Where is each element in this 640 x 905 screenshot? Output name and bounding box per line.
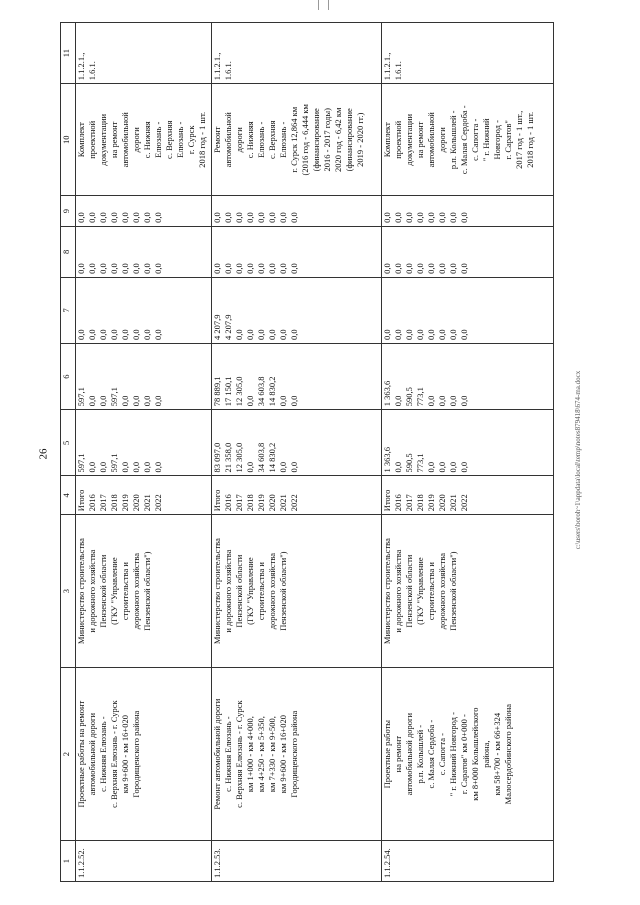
year-list-line: 2020 bbox=[131, 494, 141, 512]
year-list-line: 2019 bbox=[426, 494, 436, 512]
work-name-line: района, bbox=[481, 740, 491, 768]
row-number-cell: 1.1.2.54. bbox=[382, 841, 554, 882]
total-funding-line: 597,1 bbox=[109, 453, 119, 473]
work-name-line: Городищенского района bbox=[289, 710, 299, 798]
regional-funding-line: 78 889,1 bbox=[212, 376, 222, 407]
local-funding-line: 0,0 bbox=[267, 263, 277, 274]
executor-line: Пензенской области bbox=[404, 554, 414, 628]
indicator-ref-cell bbox=[76, 23, 212, 84]
other-funding-line: 0,0 bbox=[87, 212, 97, 223]
work-name-line: км 9+600 - км 16+020 bbox=[120, 715, 130, 794]
row-number-cell: 1.1.2.53. bbox=[212, 841, 382, 882]
local-funding-cell bbox=[212, 226, 382, 277]
local-funding-line: 0,0 bbox=[87, 263, 97, 274]
federal-funding-line: 0,0 bbox=[404, 329, 414, 341]
work-name-line: с. Малая Сердоба - bbox=[426, 719, 436, 789]
total-funding-line: 597,1 bbox=[76, 453, 86, 473]
header-col-4: 4 bbox=[61, 476, 76, 515]
local-funding-line: 0,0 bbox=[131, 263, 141, 274]
expected-result-line: автомобильной bbox=[223, 112, 233, 168]
work-name-line: с. Сапогта - bbox=[437, 733, 447, 776]
local-funding-cell bbox=[382, 226, 554, 277]
federal-funding-line: 0,0 bbox=[278, 329, 288, 341]
executor-line: (ГКУ "Управление bbox=[109, 557, 119, 625]
program-table bbox=[60, 22, 554, 882]
year-list-line: 2022 bbox=[289, 494, 299, 512]
total-funding-cell bbox=[382, 410, 554, 476]
executor-line: дорожного хозяйства bbox=[131, 552, 141, 630]
executor-line: дорожного хозяйства bbox=[437, 552, 447, 630]
expected-result-line: проектной bbox=[393, 120, 403, 159]
executor-line: и дорожного хозяйства bbox=[223, 549, 233, 633]
header-col-7: 7 bbox=[61, 277, 76, 343]
local-funding-line: 0,0 bbox=[448, 263, 458, 274]
header-row bbox=[61, 23, 76, 882]
federal-funding-line: 4 207,9 bbox=[223, 314, 233, 341]
regional-funding-line: 0,0 bbox=[289, 395, 299, 407]
expected-result-line: с. Нижняя bbox=[245, 121, 255, 159]
header-col-6: 6 bbox=[61, 344, 76, 410]
executor-line: Пензенской области") bbox=[448, 551, 458, 631]
year-list-line: 2016 bbox=[393, 494, 403, 512]
work-name-cell bbox=[76, 668, 212, 841]
federal-funding-line: 0,0 bbox=[459, 329, 469, 341]
total-funding-line: 1 363,6 bbox=[382, 446, 392, 473]
total-funding-line: 0,0 bbox=[153, 461, 163, 473]
header-col-11: 11 bbox=[61, 23, 76, 84]
other-funding-line: 0,0 bbox=[234, 212, 244, 223]
work-name-line: г. Саратов" км 0+000 - bbox=[459, 714, 469, 795]
expected-result-line: г. Сурск 12,864 км bbox=[289, 106, 299, 173]
total-funding-line: 0,0 bbox=[426, 461, 436, 473]
margin-line-left bbox=[318, 0, 319, 10]
year-list-line: 2020 bbox=[267, 494, 277, 512]
executor-line: строительства и bbox=[256, 562, 266, 621]
work-name-cell bbox=[212, 668, 382, 841]
other-funding-line: 0,0 bbox=[153, 212, 163, 223]
local-funding-line: 0,0 bbox=[234, 263, 244, 274]
year-list-line: 2018 bbox=[109, 494, 119, 512]
header-col-8: 8 bbox=[61, 226, 76, 277]
work-name-line: р.п. Колышлей - bbox=[415, 724, 425, 784]
work-name-line: Малосердобинского района bbox=[503, 703, 513, 805]
federal-funding-line: 0,0 bbox=[120, 329, 130, 341]
work-name-line: на ремонт bbox=[393, 735, 403, 773]
federal-funding-line: 4 207,9 bbox=[212, 314, 222, 341]
federal-funding-line: 0,0 bbox=[87, 329, 97, 341]
regional-funding-line: 590,5 bbox=[404, 387, 414, 407]
expected-result-line: автомобильной bbox=[426, 112, 436, 168]
work-name-line: Проектные работы на ремонт bbox=[76, 700, 86, 808]
year-list-line: 2022 bbox=[459, 494, 469, 512]
executor-line: Пензенской области") bbox=[142, 551, 152, 631]
total-funding-cell bbox=[76, 410, 212, 476]
other-funding-line: 0,0 bbox=[415, 212, 425, 223]
regional-funding-line: 14 830,2 bbox=[267, 376, 277, 407]
regional-funding-line: 1 363,6 bbox=[382, 380, 392, 407]
work-name-line: км 4+250 - км 5+350, bbox=[256, 716, 266, 793]
year-list-line: 2021 bbox=[448, 494, 458, 512]
expected-result-line: 2017 год - 1 шт., bbox=[514, 110, 524, 169]
executor-line: Министерство строительства bbox=[382, 538, 392, 645]
total-funding-line: 0,0 bbox=[393, 461, 403, 473]
work-name-line: автомобильной дороги bbox=[87, 712, 97, 796]
year-list-line: 2020 bbox=[437, 494, 447, 512]
federal-funding-cell bbox=[212, 277, 382, 343]
federal-funding-cell bbox=[382, 277, 554, 343]
total-funding-line: 0,0 bbox=[289, 461, 299, 473]
year-list-line: 2022 bbox=[153, 494, 163, 512]
expected-result-line: документации bbox=[98, 113, 108, 166]
other-funding-line: 0,0 bbox=[212, 212, 222, 223]
local-funding-line: 0,0 bbox=[278, 263, 288, 274]
federal-funding-line: 0,0 bbox=[393, 329, 403, 341]
rotated-table-wrapper bbox=[60, 22, 580, 882]
federal-funding-line: 0,0 bbox=[448, 329, 458, 341]
local-funding-line: 0,0 bbox=[98, 263, 108, 274]
total-funding-line: 0,0 bbox=[278, 461, 288, 473]
total-funding-line: 590,5 bbox=[404, 453, 414, 473]
regional-funding-line: 597,1 bbox=[109, 387, 119, 407]
federal-funding-line: 0,0 bbox=[76, 329, 86, 341]
regional-funding-line: 0,0 bbox=[426, 395, 436, 407]
expected-result-line: Елюзань - bbox=[278, 121, 288, 158]
other-funding-line: 0,0 bbox=[289, 212, 299, 223]
year-list-line: Итого bbox=[76, 489, 86, 512]
executor-line: и дорожного хозяйства bbox=[393, 549, 403, 633]
work-name-line: км 7+330 - км 9+500, bbox=[267, 716, 277, 793]
work-name-line: Городищенского района bbox=[131, 710, 141, 798]
expected-result-line: (финансирование bbox=[311, 108, 321, 172]
executor-line: (ГКУ "Управление bbox=[245, 557, 255, 625]
expected-result-line: на ремонт bbox=[415, 121, 425, 158]
year-list-line: Итого bbox=[382, 489, 392, 512]
year-list-line: 2018 bbox=[415, 494, 425, 512]
executor-cell bbox=[76, 515, 212, 668]
federal-funding-line: 0,0 bbox=[289, 329, 299, 341]
other-funding-line: 0,0 bbox=[382, 212, 392, 223]
expected-result-cell bbox=[382, 84, 554, 196]
executor-line: и дорожного хозяйства bbox=[87, 549, 97, 633]
other-funding-line: 0,0 bbox=[76, 212, 86, 223]
local-funding-line: 0,0 bbox=[256, 263, 266, 274]
federal-funding-line: 0,0 bbox=[142, 329, 152, 341]
federal-funding-line: 0,0 bbox=[437, 329, 447, 341]
work-name-line: с. Нижняя Елюзань - bbox=[223, 716, 233, 792]
federal-funding-line: 0,0 bbox=[382, 329, 392, 341]
other-funding-line: 0,0 bbox=[278, 212, 288, 223]
other-funding-line: 0,0 bbox=[120, 212, 130, 223]
header-col-5: 5 bbox=[61, 410, 76, 476]
other-funding-line: 0,0 bbox=[256, 212, 266, 223]
total-funding-line: 0,0 bbox=[87, 461, 97, 473]
expected-result-line: 2016 - 2017 годы) bbox=[322, 108, 332, 172]
table-row bbox=[76, 23, 212, 882]
other-funding-line: 0,0 bbox=[223, 212, 233, 223]
local-funding-line: 0,0 bbox=[289, 263, 299, 274]
work-name-line: Проектные работы bbox=[382, 719, 392, 789]
other-funding-line: 0,0 bbox=[98, 212, 108, 223]
federal-funding-line: 0,0 bbox=[256, 329, 266, 341]
year-list-cell bbox=[382, 476, 554, 515]
work-name-line: с. Нижняя Елюзань - bbox=[98, 716, 108, 792]
indicator-ref-cell bbox=[382, 23, 554, 84]
regional-funding-line: 597,1 bbox=[76, 387, 86, 407]
work-name-line: км 8+000 Колышлейского bbox=[470, 707, 480, 801]
indicator-ref-line: 1.1.2.1., bbox=[212, 52, 222, 81]
header-col-1: 1 bbox=[61, 841, 76, 882]
regional-funding-cell bbox=[212, 344, 382, 410]
expected-result-line: на ремонт bbox=[109, 121, 119, 158]
expected-result-line: 2020 год - 6,42 км bbox=[333, 107, 343, 172]
expected-result-line: (финансирование bbox=[344, 108, 354, 172]
regional-funding-line: 0,0 bbox=[393, 395, 403, 407]
expected-result-line: проектной bbox=[87, 120, 97, 159]
expected-result-line: (2016 год - 6,444 км bbox=[300, 104, 310, 176]
header-col-10: 10 bbox=[61, 84, 76, 196]
year-list-cell bbox=[212, 476, 382, 515]
executor-line: дорожного хозяйства bbox=[267, 552, 277, 630]
local-funding-line: 0,0 bbox=[415, 263, 425, 274]
year-list-line: 2021 bbox=[142, 494, 152, 512]
other-funding-line: 0,0 bbox=[267, 212, 277, 223]
expected-result-line: г. Сурск bbox=[186, 125, 196, 155]
total-funding-line: 0,0 bbox=[120, 461, 130, 473]
expected-result-line: с. Малая Сердоба - bbox=[459, 105, 469, 175]
year-list-line: 2016 bbox=[87, 494, 97, 512]
federal-funding-line: 0,0 bbox=[131, 329, 141, 341]
table-row bbox=[212, 23, 382, 882]
expected-result-line: 2019 - 2020 гг.) bbox=[355, 112, 365, 167]
other-funding-line: 0,0 bbox=[448, 212, 458, 223]
federal-funding-line: 0,0 bbox=[426, 329, 436, 341]
executor-line: Пензенской области") bbox=[278, 551, 288, 631]
year-list-line: 2017 bbox=[404, 494, 414, 512]
local-funding-line: 0,0 bbox=[437, 263, 447, 274]
regional-funding-line: 34 603,8 bbox=[256, 376, 266, 407]
regional-funding-line: 0,0 bbox=[87, 395, 97, 407]
total-funding-line: 21 358,0 bbox=[223, 442, 233, 473]
regional-funding-cell bbox=[382, 344, 554, 410]
regional-funding-line: 0,0 bbox=[131, 395, 141, 407]
regional-funding-line: 17 150,1 bbox=[223, 376, 233, 407]
indicator-ref-line: 1.1.2.1., bbox=[76, 52, 86, 81]
total-funding-line: 0,0 bbox=[459, 461, 469, 473]
executor-line: Пензенской области bbox=[98, 554, 108, 628]
work-name-line: " г. Нижний Новгород - bbox=[448, 712, 458, 797]
table-row bbox=[382, 23, 554, 882]
work-name-line: км 58+700 - км 66+324 bbox=[492, 712, 502, 796]
executor-cell bbox=[212, 515, 382, 668]
work-name-line: с. Верхняя Елюзань - г. Сурск bbox=[109, 700, 119, 808]
expected-result-line: р.п. Колышлей - bbox=[448, 110, 458, 170]
footer-file-path: c:\users\boroh~1\appdata\local\temp\notes879418\674-ma.docx bbox=[574, 370, 582, 550]
other-funding-line: 0,0 bbox=[459, 212, 469, 223]
total-funding-line: 0,0 bbox=[437, 461, 447, 473]
local-funding-line: 0,0 bbox=[142, 263, 152, 274]
other-funding-cell bbox=[382, 196, 554, 227]
local-funding-line: 0,0 bbox=[404, 263, 414, 274]
work-name-cell bbox=[382, 668, 554, 841]
expected-result-line: Новгород - bbox=[492, 120, 502, 160]
expected-result-cell bbox=[76, 84, 212, 196]
regional-funding-cell bbox=[76, 344, 212, 410]
indicator-ref-line: 1.1.2.1., bbox=[382, 52, 392, 81]
total-funding-line: 14 830,2 bbox=[267, 442, 277, 473]
local-funding-line: 0,0 bbox=[426, 263, 436, 274]
year-list-line: Итого bbox=[212, 489, 222, 512]
total-funding-line: 0,0 bbox=[131, 461, 141, 473]
header-col-3: 3 bbox=[61, 515, 76, 668]
executor-line: (ГКУ "Управление bbox=[415, 557, 425, 625]
total-funding-line: 773,1 bbox=[415, 453, 425, 473]
header-col-9: 9 bbox=[61, 196, 76, 227]
work-name-line: км 9+600 - км 16+020 bbox=[278, 715, 288, 794]
federal-funding-line: 0,0 bbox=[415, 329, 425, 341]
local-funding-line: 0,0 bbox=[76, 263, 86, 274]
local-funding-cell bbox=[76, 226, 212, 277]
other-funding-line: 0,0 bbox=[404, 212, 414, 223]
year-list-line: 2017 bbox=[98, 494, 108, 512]
expected-result-line: с. Верхняя bbox=[267, 120, 277, 159]
local-funding-line: 0,0 bbox=[153, 263, 163, 274]
year-list-line: 2016 bbox=[223, 494, 233, 512]
expected-result-cell bbox=[212, 84, 382, 196]
regional-funding-line: 0,0 bbox=[98, 395, 108, 407]
total-funding-line: 12 305,0 bbox=[234, 442, 244, 473]
executor-line: строительства и bbox=[120, 562, 130, 621]
year-list-line: 2017 bbox=[234, 494, 244, 512]
local-funding-line: 0,0 bbox=[382, 263, 392, 274]
work-name-line: автомобильной дороги bbox=[404, 712, 414, 796]
regional-funding-line: 0,0 bbox=[120, 395, 130, 407]
federal-funding-line: 0,0 bbox=[234, 329, 244, 341]
local-funding-line: 0,0 bbox=[459, 263, 469, 274]
expected-result-line: дороги bbox=[234, 127, 244, 153]
federal-funding-line: 0,0 bbox=[109, 329, 119, 341]
indicator-ref-cell bbox=[212, 23, 382, 84]
other-funding-line: 0,0 bbox=[393, 212, 403, 223]
year-list-line: 2018 bbox=[245, 494, 255, 512]
expected-result-line: дороги bbox=[131, 127, 141, 153]
year-list-cell bbox=[76, 476, 212, 515]
expected-result-line: с. Верхняя bbox=[164, 120, 174, 159]
expected-result-line: с. Нижняя bbox=[142, 121, 152, 159]
regional-funding-line: 773,1 bbox=[415, 387, 425, 407]
other-funding-line: 0,0 bbox=[245, 212, 255, 223]
total-funding-line: 0,0 bbox=[448, 461, 458, 473]
local-funding-line: 0,0 bbox=[120, 263, 130, 274]
local-funding-line: 0,0 bbox=[223, 263, 233, 274]
other-funding-line: 0,0 bbox=[142, 212, 152, 223]
expected-result-line: Елюзань - bbox=[175, 121, 185, 158]
expected-result-line: 2018 год - 1 шт. bbox=[525, 111, 535, 168]
expected-result-line: г. Саратов" bbox=[503, 120, 513, 160]
local-funding-line: 0,0 bbox=[393, 263, 403, 274]
expected-result-line: Комплект bbox=[76, 122, 86, 158]
total-funding-line: 83 097,0 bbox=[212, 442, 222, 473]
indicator-ref-line: 1.6.1. bbox=[87, 61, 97, 81]
indicator-ref-line: 1.6.1. bbox=[223, 61, 233, 81]
executor-line: строительства и bbox=[426, 562, 436, 621]
local-funding-line: 0,0 bbox=[245, 263, 255, 274]
other-funding-line: 0,0 bbox=[426, 212, 436, 223]
other-funding-cell bbox=[76, 196, 212, 227]
total-funding-line: 0,0 bbox=[245, 461, 255, 473]
total-funding-line: 34 603,8 bbox=[256, 442, 266, 473]
expected-result-line: Комплект bbox=[382, 122, 392, 158]
year-list-line: 2019 bbox=[256, 494, 266, 512]
expected-result-line: автомобильной bbox=[120, 112, 130, 168]
federal-funding-line: 0,0 bbox=[245, 329, 255, 341]
page-number: 26 bbox=[37, 448, 50, 460]
other-funding-line: 0,0 bbox=[437, 212, 447, 223]
executor-line: Министерство строительства bbox=[76, 538, 86, 645]
federal-funding-cell bbox=[76, 277, 212, 343]
expected-result-line: дороги bbox=[437, 127, 447, 153]
expected-result-line: 2018 год - 1 шт. bbox=[197, 111, 207, 168]
regional-funding-line: 0,0 bbox=[437, 395, 447, 407]
other-funding-cell bbox=[212, 196, 382, 227]
local-funding-line: 0,0 bbox=[212, 263, 222, 274]
work-name-line: км 1+000 - км 4+000, bbox=[245, 716, 255, 793]
year-list-line: 2019 bbox=[120, 494, 130, 512]
expected-result-line: Елюзань - bbox=[153, 121, 163, 158]
total-funding-line: 0,0 bbox=[98, 461, 108, 473]
executor-cell bbox=[382, 515, 554, 668]
total-funding-cell bbox=[212, 410, 382, 476]
regional-funding-line: 0,0 bbox=[448, 395, 458, 407]
expected-result-line: Ремонт bbox=[212, 126, 222, 153]
margin-line-right bbox=[328, 0, 329, 10]
federal-funding-line: 0,0 bbox=[267, 329, 277, 341]
regional-funding-line: 0,0 bbox=[153, 395, 163, 407]
regional-funding-line: 12 305,0 bbox=[234, 376, 244, 407]
row-number-cell: 1.1.2.52. bbox=[76, 841, 212, 882]
executor-line: Министерство строительства bbox=[212, 538, 222, 645]
local-funding-line: 0,0 bbox=[109, 263, 119, 274]
other-funding-line: 0,0 bbox=[131, 212, 141, 223]
federal-funding-line: 0,0 bbox=[98, 329, 108, 341]
indicator-ref-line: 1.6.1. bbox=[393, 61, 403, 81]
regional-funding-line: 0,0 bbox=[459, 395, 469, 407]
expected-result-line: " г. Нижний bbox=[481, 118, 491, 162]
regional-funding-line: 0,0 bbox=[278, 395, 288, 407]
other-funding-line: 0,0 bbox=[109, 212, 119, 223]
expected-result-line: Елюзань - bbox=[256, 121, 266, 158]
regional-funding-line: 0,0 bbox=[142, 395, 152, 407]
expected-result-line: документации bbox=[404, 113, 414, 166]
header-col-2: 2 bbox=[61, 668, 76, 841]
work-name-line: с. Верхняя Елюзань - г. Сурск bbox=[234, 700, 244, 808]
regional-funding-line: 0,0 bbox=[245, 395, 255, 407]
federal-funding-line: 0,0 bbox=[153, 329, 163, 341]
executor-line: Пензенской области bbox=[234, 554, 244, 628]
year-list-line: 2021 bbox=[278, 494, 288, 512]
total-funding-line: 0,0 bbox=[142, 461, 152, 473]
work-name-line: Ремонт автомобильной дороги bbox=[212, 698, 222, 810]
expected-result-line: с. Сапогта - bbox=[470, 118, 480, 161]
